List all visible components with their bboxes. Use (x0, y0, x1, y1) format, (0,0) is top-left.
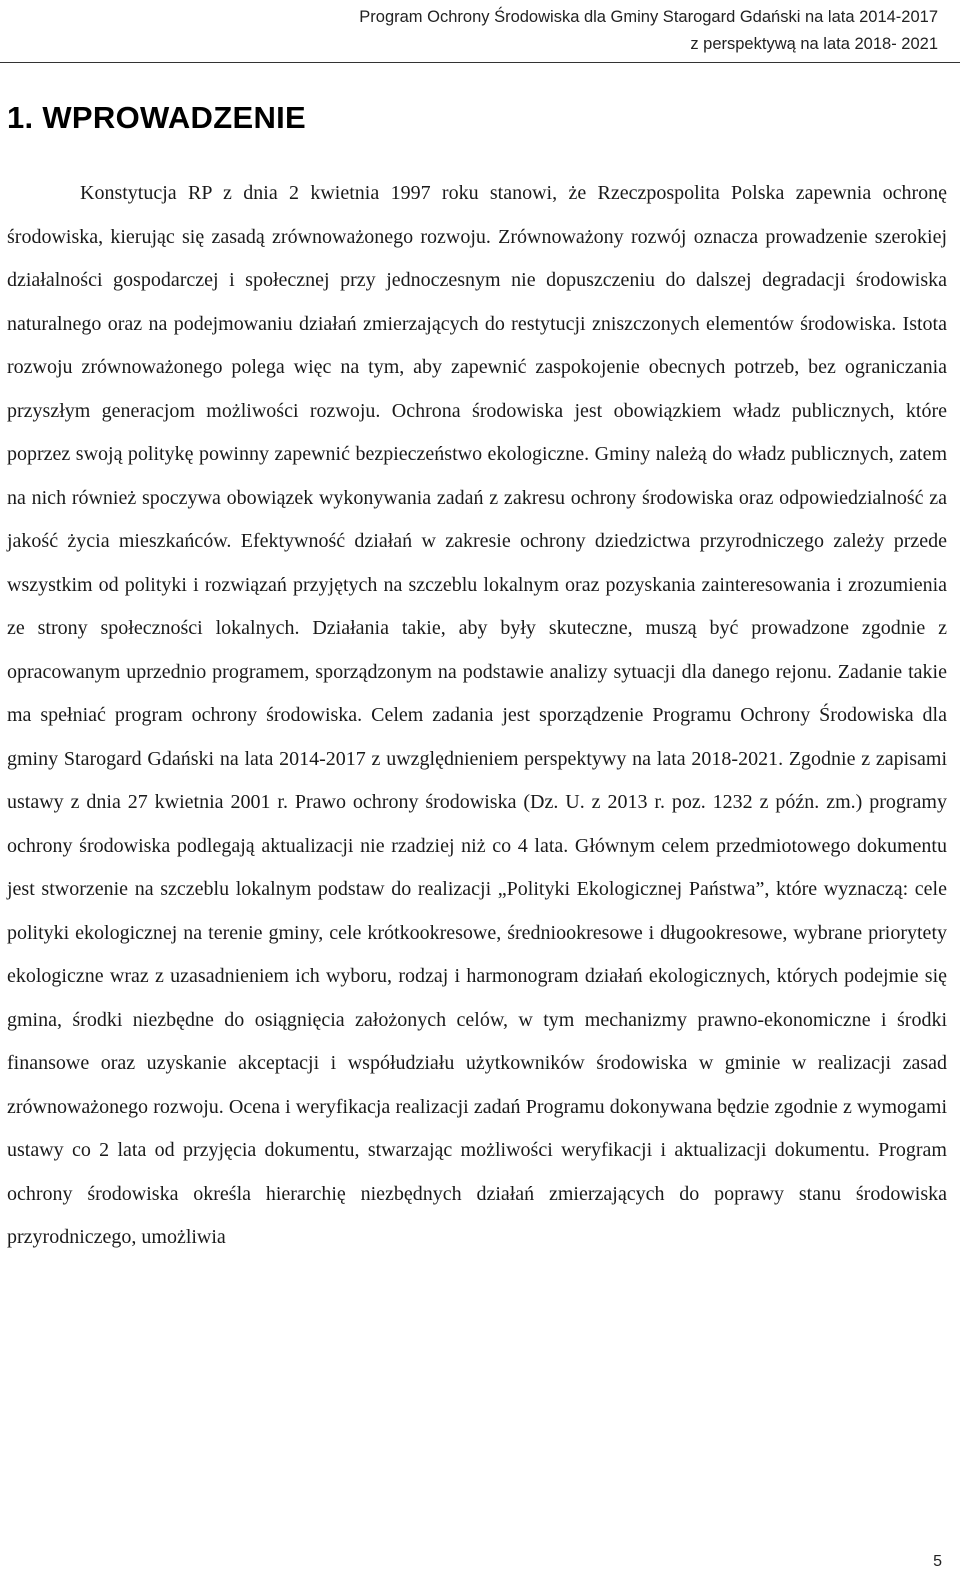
header-divider (0, 62, 960, 63)
header-subtitle-line: z perspektywą na lata 2018- 2021 (690, 35, 938, 53)
body-paragraph: Konstytucja RP z dnia 2 kwietnia 1997 roku stanowi, że Rzeczpospolita Polska zapewnia ochronę środowiska, kierując się zasadą zrównoważonego rozwoju. Zrównoważony rozwój oznacza prowadzenie szerokiej działalności gospodarczej i społecznej przy jednoczesnym nie dopuszczeniu do dalszej degradacji środowiska naturalnego oraz na podejmowaniu działań zmierzających do restytucji zniszczonych elementów środowiska. Istota rozwoju zrównoważonego polega więc na tym, aby zapewnić zaspokojenie obecnych potrzeb, bez ograniczania przyszłym generacjom możliwości rozwoju. Ochrona środowiska jest obowiązkiem władz publicznych, które poprzez swoją politykę powinny zapewnić bezpieczeństwo ekologiczne. Gminy należą do władz publicznych, zatem na nich również spoczywa obowiązek wykonywania zadań z zakresu ochrony środowiska oraz odpowiedzialność za jakość życia mieszkańców. Efektywność działań w zakresie ochrony dziedzictwa przyrodniczego zależy przede wszystkim od polityki i rozwiązań przyjętych na szczeblu lokalnym oraz pozyskania zainteresowania i zrozumienia ze strony społeczności lokalnych. Działania takie, aby były skuteczne, muszą być prowadzone zgodnie z opracowanym uprzednio programem, sporządzonym na podstawie analizy sytuacji dla danego rejonu. Zadanie takie ma spełniać program ochrony środowiska. Celem zadania jest sporządzenie Programu Ochrony Środowiska dla gminy Starogard Gdański na lata 2014-2017 z uwzględnieniem perspektywy na lata 2018-2021. Zgodnie z zapisami ustawy z dnia 27 kwietnia 2001 r. Prawo ochrony środowiska (Dz. U. z 2013 r. poz. 1232 z późn. zm.) programy ochrony środowiska podlegają aktualizacji nie rzadziej niż co 4 lata. Głównym celem przedmiotowego dokumentu jest stworzenie na szczeblu lokalnym podstaw do realizacji „Polityki Ekologicznej Państwa”, które wyznaczą: cele polityki ekologicznej na terenie gminy, cele krótkookresowe, średniookresowe i długookresowe, wybrane priorytety ekologiczne wraz z uzasadnieniem ich wyboru, rodzaj i harmonogram działań ekologicznych, których podejmie się gmina, środki niezbędne do osiągnięcia założonych celów, w tym mechanizmy prawno-ekonomiczne i środki finansowe oraz uzyskanie akceptacji i współudziału użytkowników środowiska w gminie w realizacji zasad zrównoważonego rozwoju. Ocena i weryfikacja realizacji zadań Programu dokonywana będzie zgodnie z wymogami ustawy co 2 lata od przyjęcia dokumentu, stwarzając możliwości weryfikacji i aktualizacji dokumentu. Program ochrony środowiska określa hierarchię niezbędnych działań zmierzających do poprawy stanu środowiska przyrodniczego, umożliwia (7, 182, 947, 1248)
page-number: 5 (933, 1553, 942, 1570)
header-title-line: Program Ochrony Środowiska dla Gminy Starogard Gdański na lata 2014-2017 (359, 8, 938, 26)
running-header (38, 4, 938, 58)
section-heading: 1. WPROWADZENIE (7, 100, 307, 135)
